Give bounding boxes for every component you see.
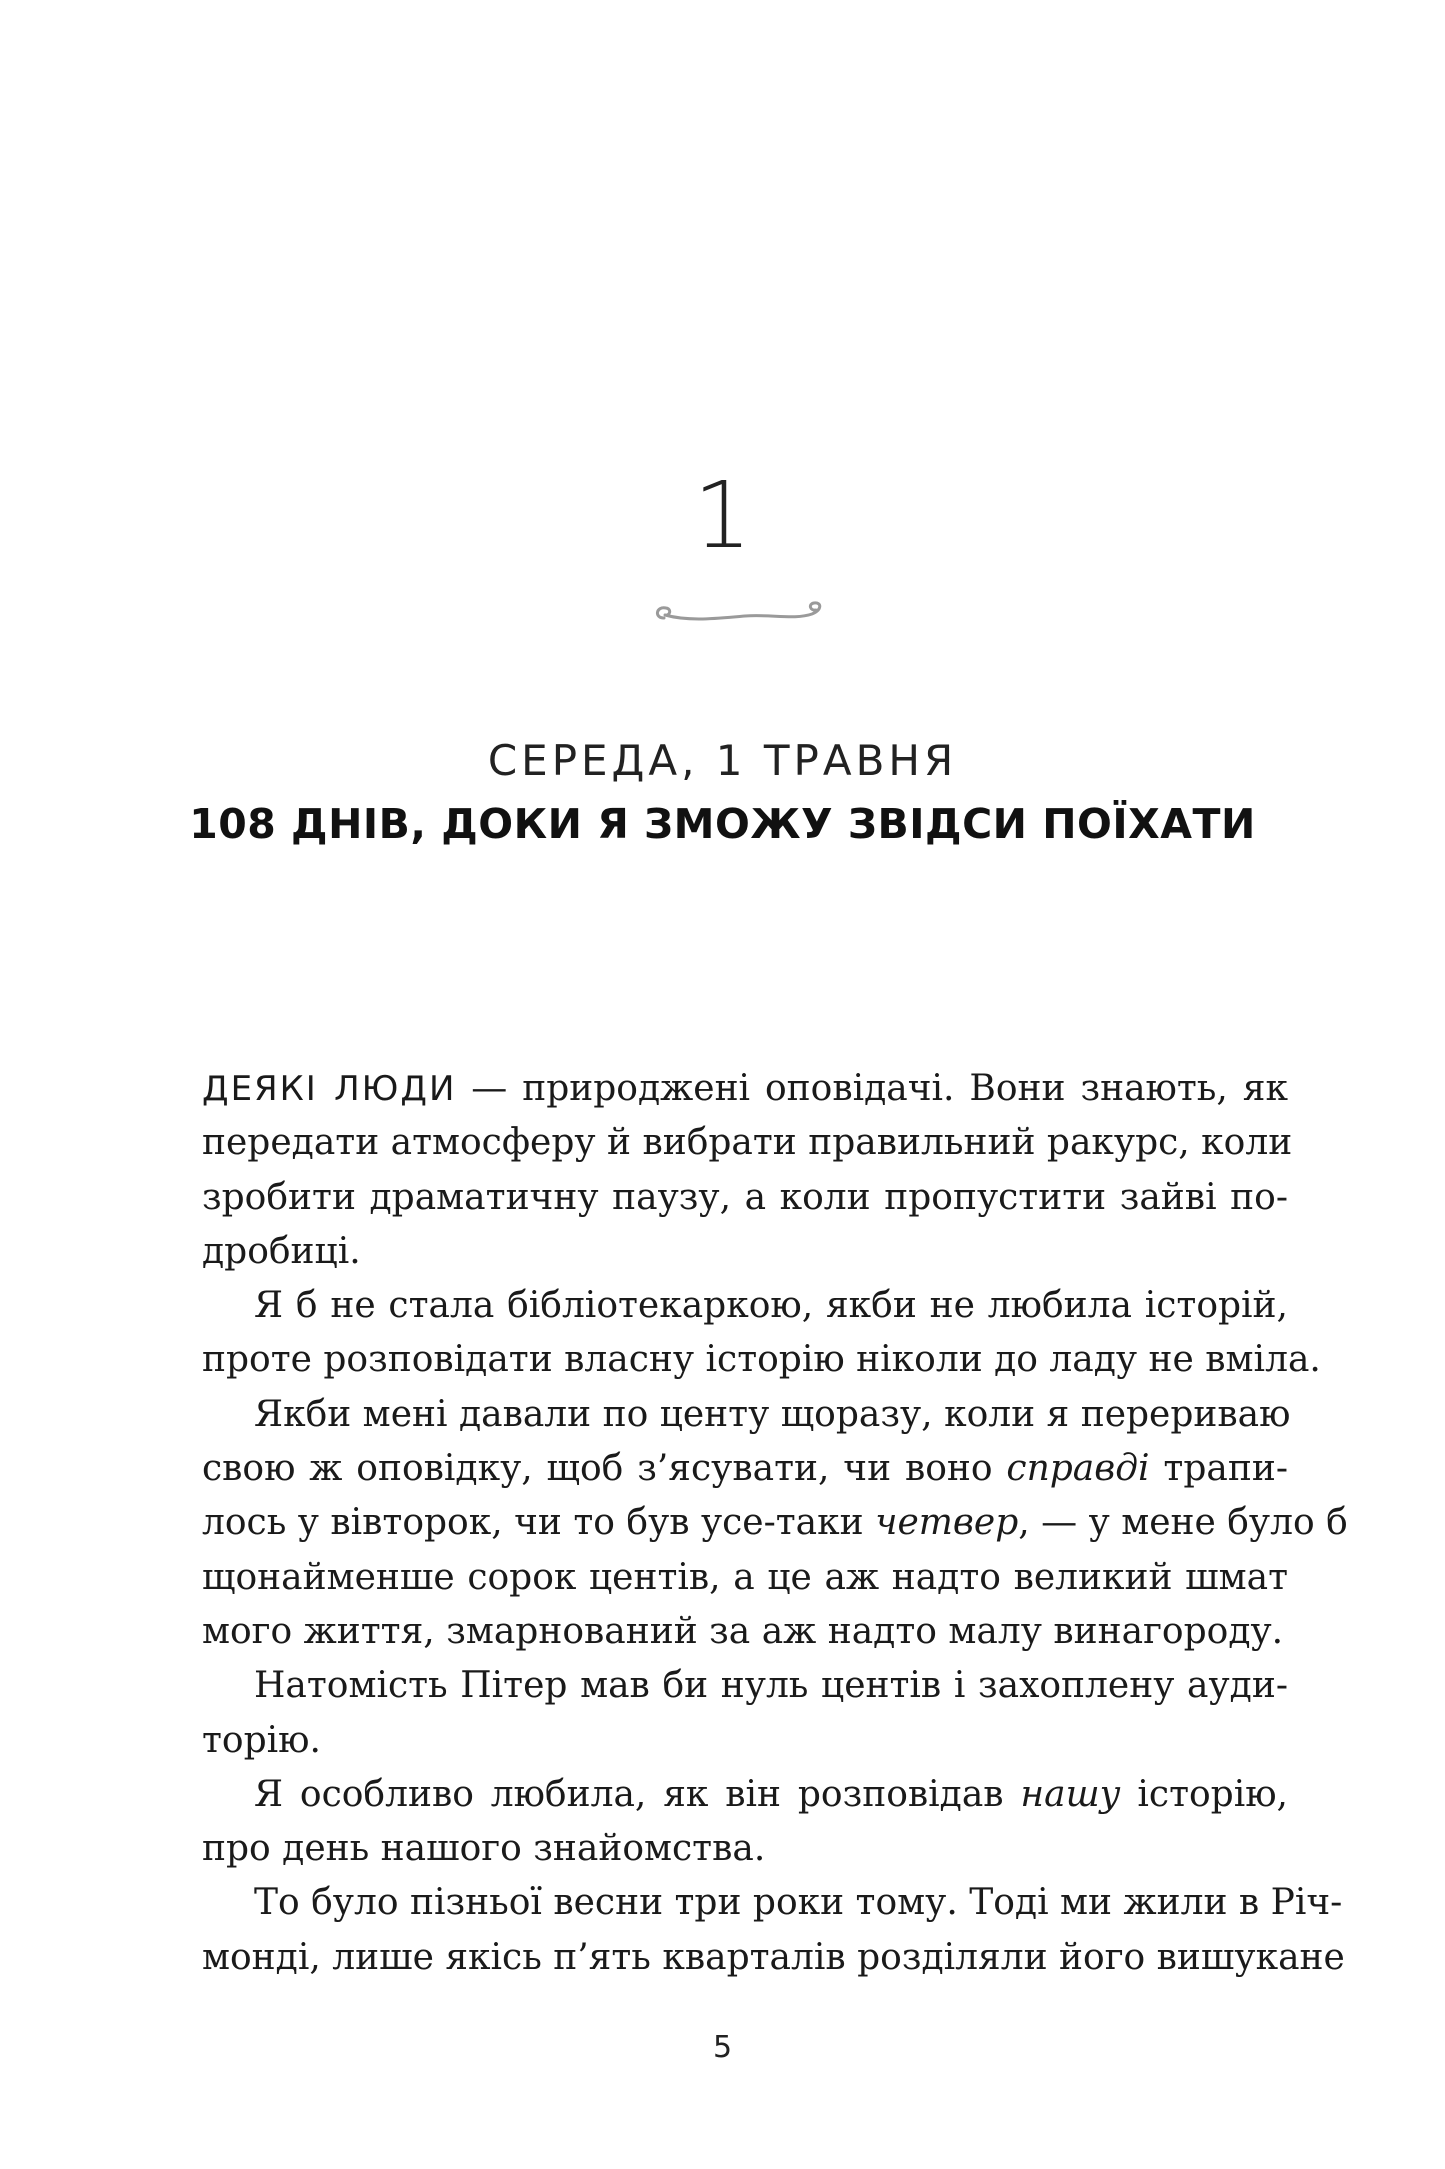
text-segment: лось у вівторок, чи то був усе-таки [202,1502,876,1544]
page-number: 5 [712,2030,733,2065]
text-line: мого життя, змарнований за аж надто малу винагороду. [202,1610,1284,1652]
text-line: про день нашого знайомства. [202,1828,766,1870]
text-line [202,1062,1288,1116]
chapter-subtitle: 108 ДНІВ, ДОКИ Я ЗМОЖУ ЗВІДСИ ПОЇХАТИ [189,800,1256,848]
emphasis: нашу [1020,1773,1121,1815]
text-segment: свою ж оповідку, щоб з’ясувати, чи воно [202,1448,1007,1490]
text-line [202,1768,1288,1822]
text-segment: , — у мене було б [1018,1502,1348,1544]
text-line: проте розповідати власну історію ніколи до ладу не вміла. [202,1339,1321,1381]
text-segment: історію, [1120,1773,1289,1815]
text-line: Якби мені давали по центу щоразу, коли я перериваю [254,1393,1291,1435]
flourish-ornament-icon [650,596,830,632]
emphasis: справді [1006,1448,1150,1490]
emphasis: четвер [875,1502,1019,1544]
lead-in-caps: ДЕЯКІ ЛЮДИ [202,1069,457,1109]
text-line: щонайменше сорок центів, а це аж надто великий шмат [202,1556,1288,1598]
text-line: передати атмосферу й вибрати правильний ракурс, коли [202,1122,1293,1164]
text-line [202,1496,1348,1550]
text-line: То було пізньої весни три роки тому. Тоді ми жили в Річ- [254,1882,1343,1924]
text-line: зробити драматичну паузу, а коли пропустити зайві по- [202,1176,1288,1218]
text-segment: трапи- [1149,1448,1288,1490]
text-segment: Я особливо любила, як він розповідав [254,1773,1021,1815]
text-line: Натомість Пітер мав би нуль центів і захоплену ауди- [254,1665,1288,1707]
text-line: монді, лише якісь п’ять кварталів розділяли його вишукане [202,1936,1345,1978]
text-segment: — природжені оповідачі. Вони знають, як [456,1068,1288,1109]
text-line [202,1442,1288,1496]
chapter-number: 1 [693,462,752,569]
text-line: Я б не стала бібліотекаркою, якби не любила історій, [254,1285,1288,1327]
text-line: торію. [202,1719,321,1761]
text-line: дробиці. [202,1230,361,1272]
body-text [202,1062,1348,1985]
chapter-date: СЕРЕДА, 1 ТРАВНЯ [487,736,958,785]
